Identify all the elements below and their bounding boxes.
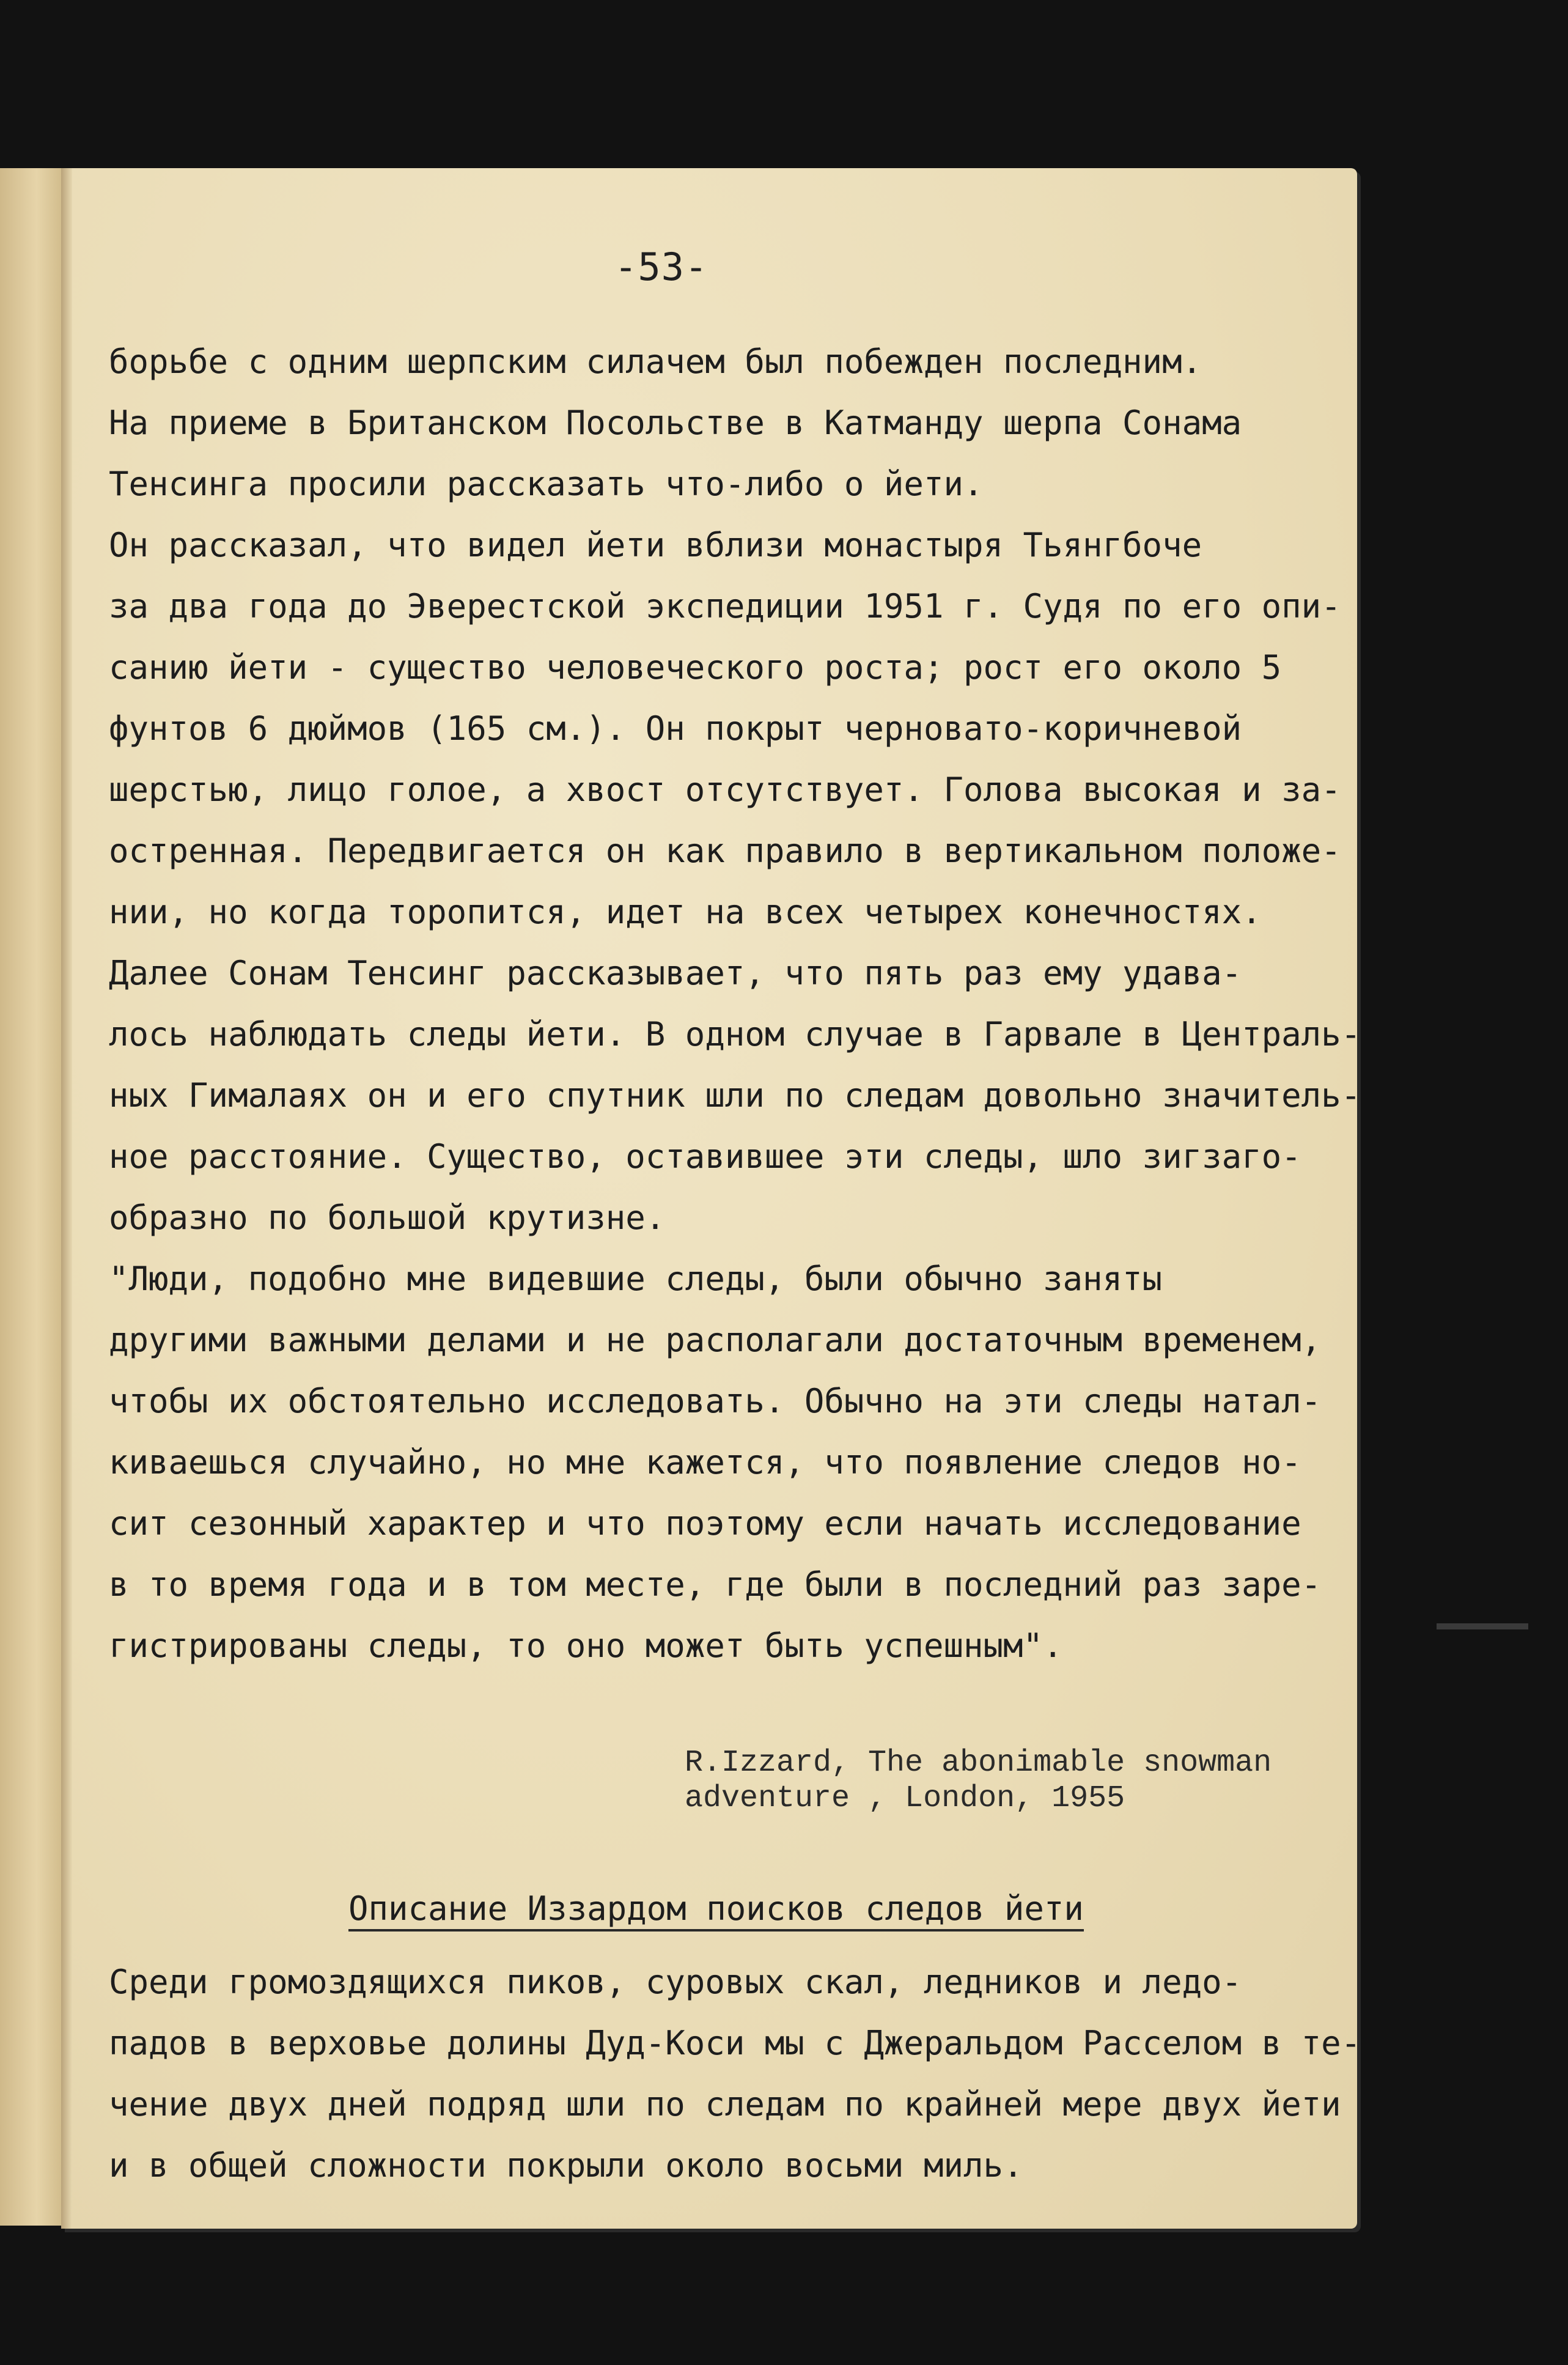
text-line: шерстью, лицо голое, а хвост отсутствует. Голова высокая и за- [109,770,1341,809]
text-line: остренная. Передвигается он как правило в вертикальном положе- [109,832,1341,870]
page-binding [61,168,72,2229]
text-line: ных Гималаях он и его спутник шли по следам довольно значитель- [109,1076,1361,1115]
citation-line: adventure , London, 1955 [685,1781,1125,1816]
section-heading: Описание Иззардом поисков следов йети [348,1889,1084,1931]
text-line: и в общей сложности покрыли около восьми миль. [109,2146,1023,2185]
text-line: лось наблюдать следы йети. В одном случае в Гарвале в Централь- [109,1015,1361,1053]
text-line: чтобы их обстоятельно исследовать. Обычно на эти следы натал- [109,1382,1322,1420]
text-line: нии, но когда торопится, идет на всех четырех конечностях. [109,893,1262,931]
text-line: сит сезонный характер и что поэтому если начать исследование [109,1504,1301,1543]
text-line: "Люди, подобно мне видевшие следы, были обычно заняты [109,1260,1163,1298]
text-line: Далее Сонам Тенсинг рассказывает, что пять раз ему удава- [109,954,1242,992]
text-line: Тенсинга просили рассказать что-либо о йети. [109,465,984,503]
citation [685,1746,1272,1817]
text-line: фунтов 6 дюймов (165 см.). Он покрыт черновато-коричневой [109,709,1242,748]
text-line: в то время года и в том месте, где были в последний раз заре- [109,1565,1322,1604]
text-line: чение двух дней подряд шли по следам по крайней мере двух йети [109,2085,1341,2123]
text-line: гистрированы следы, то оно может быть успешным". [109,1626,1063,1665]
background-mark [1437,1623,1528,1629]
citation-line: R.Izzard, The abonimable snowman [685,1746,1272,1780]
text-line: санию йети - существо человеческого роста; рост его около 5 [109,648,1282,687]
left-page-edge [0,168,63,2226]
text-line: образно по большой крутизне. [109,1198,666,1237]
text-line: ное расстояние. Существо, оставившее эти следы, шло зигзаго- [109,1137,1301,1176]
text-line: падов в верховье долины Дуд-Коси мы с Джеральдом Расселом в те- [109,2024,1361,2062]
text-line: Среди громоздящихся пиков, суровых скал, ледников и ледо- [109,1963,1242,2001]
text-line: за два года до Эверестской экспедиции 1951 г. Судя по его опи- [109,587,1341,625]
text-line: другими важными делами и не располагали достаточным временем, [109,1321,1322,1359]
page-number: -53- [614,245,709,289]
text-line: борьбе с одним шерпским силачем был побежден последним. [109,342,1202,381]
text-line: Он рассказал, что видел йети вблизи монастыря Тьянгбоче [109,526,1202,564]
text-line: киваешься случайно, но мне кажется, что появление следов но- [109,1443,1301,1481]
text-line: На приеме в Британском Посольстве в Катманду шерпа Сонама [109,404,1242,442]
